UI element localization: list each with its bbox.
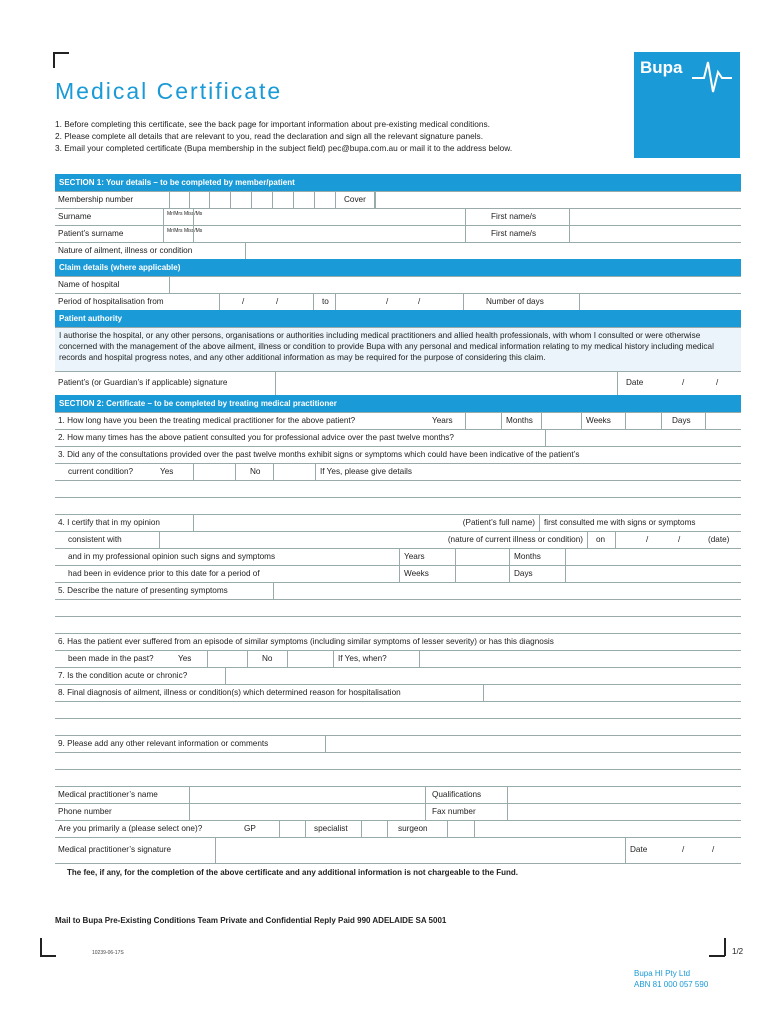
q4a-row [55, 514, 741, 531]
q3b-label: current condition? [68, 467, 134, 476]
hospital-input[interactable] [169, 277, 741, 293]
title-options[interactable]: Mr/Mrs Miss/Ms [163, 209, 193, 225]
period-row [55, 293, 741, 310]
instructions [55, 118, 512, 154]
crop-mark [709, 955, 725, 957]
q5-line[interactable] [55, 616, 741, 633]
q3-details-label: If Yes, please give details [315, 464, 741, 480]
section1-header: SECTION 1: Your details – to be completed by member/patient [55, 174, 741, 191]
hospital-row [55, 276, 741, 293]
signature-label: Patient’s (or Guardian’s if applicable) signature [58, 378, 228, 387]
crop-mark [40, 955, 56, 957]
q3-no-box[interactable] [273, 464, 315, 480]
nature-label: Nature of ailment, illness or condition [58, 246, 193, 255]
surname-label: Surname [58, 212, 92, 221]
crop-mark [53, 52, 55, 68]
surgeon-box[interactable] [447, 821, 475, 837]
membership-label: Membership number [58, 195, 134, 204]
phone-input[interactable] [189, 804, 425, 820]
first-names-input[interactable] [569, 209, 741, 225]
surname-row [55, 208, 741, 225]
period-label: Period of hospitalisation from [58, 297, 164, 306]
date-input[interactable]: Date / / [617, 372, 741, 395]
patient-first-names-input[interactable] [569, 226, 741, 242]
q5-input[interactable] [273, 583, 741, 599]
logo-text: Bupa [640, 58, 683, 77]
q4-months-label: Months [509, 549, 565, 565]
q3-details-line[interactable] [55, 480, 741, 497]
q7-label: 7. Is the condition acute or chronic? [58, 671, 188, 680]
membership-box[interactable] [209, 192, 230, 208]
practitioner-date-input[interactable]: Date / / [625, 838, 741, 863]
membership-box[interactable] [230, 192, 251, 208]
cover-label: Cover [344, 195, 366, 204]
surgeon-label: surgeon [387, 821, 447, 837]
form-code: 10239-06-17S [92, 950, 124, 956]
q3-yes-box[interactable] [193, 464, 235, 480]
q8-input[interactable] [483, 685, 741, 701]
membership-box[interactable] [189, 192, 209, 208]
page-title: Medical Certificate [55, 78, 283, 104]
num-days-input[interactable] [579, 294, 741, 310]
primarily-label: Are you primarily a (please select one)? [58, 824, 203, 833]
q6-when-input[interactable] [419, 651, 741, 667]
practitioner-name-input[interactable] [189, 787, 425, 803]
title-options[interactable]: Mr/Mrs Miss/Ms [163, 226, 193, 242]
q1-years-label: Years [432, 416, 453, 425]
q4-weeks-input[interactable] [455, 566, 509, 582]
q4-months-input[interactable] [565, 549, 741, 565]
q2-row [55, 429, 741, 446]
q6-no-label: No [247, 651, 287, 667]
membership-box[interactable] [272, 192, 293, 208]
q3-no-label: No [235, 464, 273, 480]
q4-years-input[interactable] [455, 549, 509, 565]
membership-row [55, 191, 741, 208]
practitioner-signature-label: Medical practitioner’s signature [58, 845, 172, 854]
q6b-row [55, 650, 741, 667]
fax-label: Fax number [425, 804, 507, 820]
practitioner-name-label: Medical practitioner’s name [58, 790, 158, 799]
specialist-label: specialist [305, 821, 361, 837]
q1-months-input[interactable] [541, 413, 581, 429]
section2-header: SECTION 2: Certificate – to be completed by treating medical practitioner [55, 395, 741, 412]
qualifications-input[interactable] [507, 787, 741, 803]
nature-row [55, 242, 741, 259]
instruction-1: 1. Before completing this certificate, see the back page for important information about pre-existing medical conditions. [55, 119, 490, 129]
membership-box[interactable] [293, 192, 314, 208]
q4-years-label: Years [399, 549, 455, 565]
q5-line[interactable] [55, 599, 741, 616]
q4-days-input[interactable] [565, 566, 741, 582]
q5-row [55, 582, 741, 599]
instruction-2: 2. Please complete all details that are relevant to you, read the declaration and sign all the relevant signature panels. [55, 131, 484, 141]
q4-date-input[interactable]: / / (date) [615, 532, 741, 548]
practitioner-signature-row [55, 837, 741, 863]
q1-label: 1. How long have you been the treating medical practitioner for the above patient? [58, 416, 356, 425]
footer-abn: ABN 81 000 057 590 [634, 980, 709, 989]
q6-no-box[interactable] [287, 651, 333, 667]
hospital-label: Name of hospital [58, 280, 120, 289]
authority-header: Patient authority [55, 310, 741, 327]
q4a-label: 4. I certify that in my opinion [58, 518, 160, 527]
q1-days-label: Days [661, 413, 705, 429]
phone-label: Phone number [58, 807, 112, 816]
q6a-row [55, 633, 741, 650]
q1-days-input[interactable] [705, 413, 741, 429]
q4b-label: consistent with [68, 535, 122, 544]
q9-input[interactable] [325, 736, 741, 752]
surname-input[interactable] [193, 209, 465, 225]
q4d-row [55, 565, 741, 582]
q7-row [55, 667, 741, 684]
q3-label: 3. Did any of the consultations provided over the past twelve months exhibit signs or symptoms which could have been indicative of the patient’s [58, 450, 580, 459]
qualifications-label: Qualifications [425, 787, 507, 803]
q6-label: 6. Has the patient ever suffered from an episode of similar symptoms (including similar symptoms of lesser severity) or has this diagnosis [58, 637, 554, 646]
q3b-row [55, 463, 741, 480]
membership-box[interactable] [169, 192, 189, 208]
membership-box[interactable] [314, 192, 335, 208]
q6-when-label: If Yes, when? [333, 651, 419, 667]
crop-mark [724, 938, 726, 956]
practitioner-row [55, 786, 741, 803]
to-label: to [313, 294, 335, 310]
q4c-row [55, 548, 741, 565]
signature-input[interactable] [275, 372, 617, 395]
gp-box[interactable] [279, 821, 305, 837]
nature-input[interactable] [245, 243, 741, 259]
q5-label: 5. Describe the nature of presenting symptoms [58, 586, 228, 595]
certificate-form [55, 174, 741, 880]
q4b-row [55, 531, 741, 548]
q3-yes-label: Yes [160, 467, 174, 476]
patient-surname-label: Patient’s surname [58, 229, 124, 238]
q3-row [55, 446, 741, 463]
footer-company: Bupa HI Pty Ltd [634, 969, 691, 978]
q9-line[interactable] [55, 752, 741, 769]
num-days-label: Number of days [463, 294, 579, 310]
crop-mark [40, 938, 42, 956]
footer [634, 968, 708, 990]
phone-row [55, 803, 741, 820]
primarily-row [55, 820, 741, 837]
q7-input[interactable] [225, 668, 741, 684]
membership-box[interactable] [251, 192, 272, 208]
patient-surname-input[interactable] [193, 226, 465, 242]
cover-input[interactable] [375, 192, 741, 208]
q4-on-label: on [587, 532, 615, 548]
q4-nature-input[interactable]: (nature of current illness or condition) [159, 532, 587, 548]
q8-line[interactable] [55, 701, 741, 718]
signature-row [55, 371, 741, 395]
q9-line[interactable] [55, 769, 741, 786]
instruction-3: 3. Email your completed certificate (Bupa membership in the subject field) pec@bupa.com.au or mail it to the address below. [55, 143, 513, 153]
crop-mark [53, 52, 69, 54]
q4-first-label: first consulted me with signs or symptoms [539, 515, 741, 531]
first-names-label: First name/s [465, 209, 569, 225]
patient-surname-row [55, 225, 741, 242]
q2-label: 2. How many times has the above patient consulted you for professional advice over the past twelve months? [58, 433, 454, 442]
q4-days-label: Days [509, 566, 565, 582]
gp-label: GP [244, 824, 256, 833]
period-to-input[interactable]: / / [335, 294, 463, 310]
q2-input[interactable] [545, 430, 741, 446]
q8-row [55, 684, 741, 701]
q4c-label: and in my professional opinion such signs and symptoms [68, 552, 276, 561]
specialist-box[interactable] [361, 821, 387, 837]
q4d-label: had been in evidence prior to this date for a period of [68, 569, 260, 578]
q6-yes-label: Yes [178, 654, 192, 663]
q3-details-line[interactable] [55, 497, 741, 514]
practitioner-signature-input[interactable] [215, 838, 625, 863]
q4-fullname-input[interactable]: (Patient’s full name) [193, 515, 539, 531]
q6b-label: been made in the past? [68, 654, 154, 663]
q1-row [55, 412, 741, 429]
claim-header: Claim details (where applicable) [55, 259, 741, 276]
q1-years-input[interactable] [465, 413, 501, 429]
authority-text: I authorise the hospital, or any other persons, organisations or authorities including medical practitioners and allied health professionals, with whom I consulted or were otherwise concerned with the management of the above ailment, illness or condition to provide Bupa with any personal and medical information relating to my medical history including medical records and hospital progress notes, and any other additional information as may be required for the purpose of considering this claim. [55, 327, 741, 371]
page-number: 1/2 [732, 947, 744, 956]
q4-weeks-label: Weeks [399, 566, 455, 582]
q1-weeks-input[interactable] [625, 413, 661, 429]
q6-yes-box[interactable] [207, 651, 247, 667]
q8-line[interactable] [55, 718, 741, 735]
q1-months-label: Months [501, 413, 541, 429]
q9-label: 9. Please add any other relevant information or comments [58, 739, 269, 748]
patient-first-names-label: First name/s [465, 226, 569, 242]
mail-address: Mail to Bupa Pre-Existing Conditions Team Private and Confidential Reply Paid 990 ADELAIDE SA 5001 [55, 916, 447, 925]
q9-row [55, 735, 741, 752]
q1-weeks-label: Weeks [581, 413, 625, 429]
period-from-input[interactable]: / / [219, 294, 313, 310]
fee-notice: The fee, if any, for the completion of the above certificate and any additional information is not chargeable to the Fund. [55, 863, 741, 880]
q8-label: 8. Final diagnosis of ailment, illness or condition(s) which determined reason for hospitalisation [58, 688, 401, 697]
fax-input[interactable] [507, 804, 741, 820]
